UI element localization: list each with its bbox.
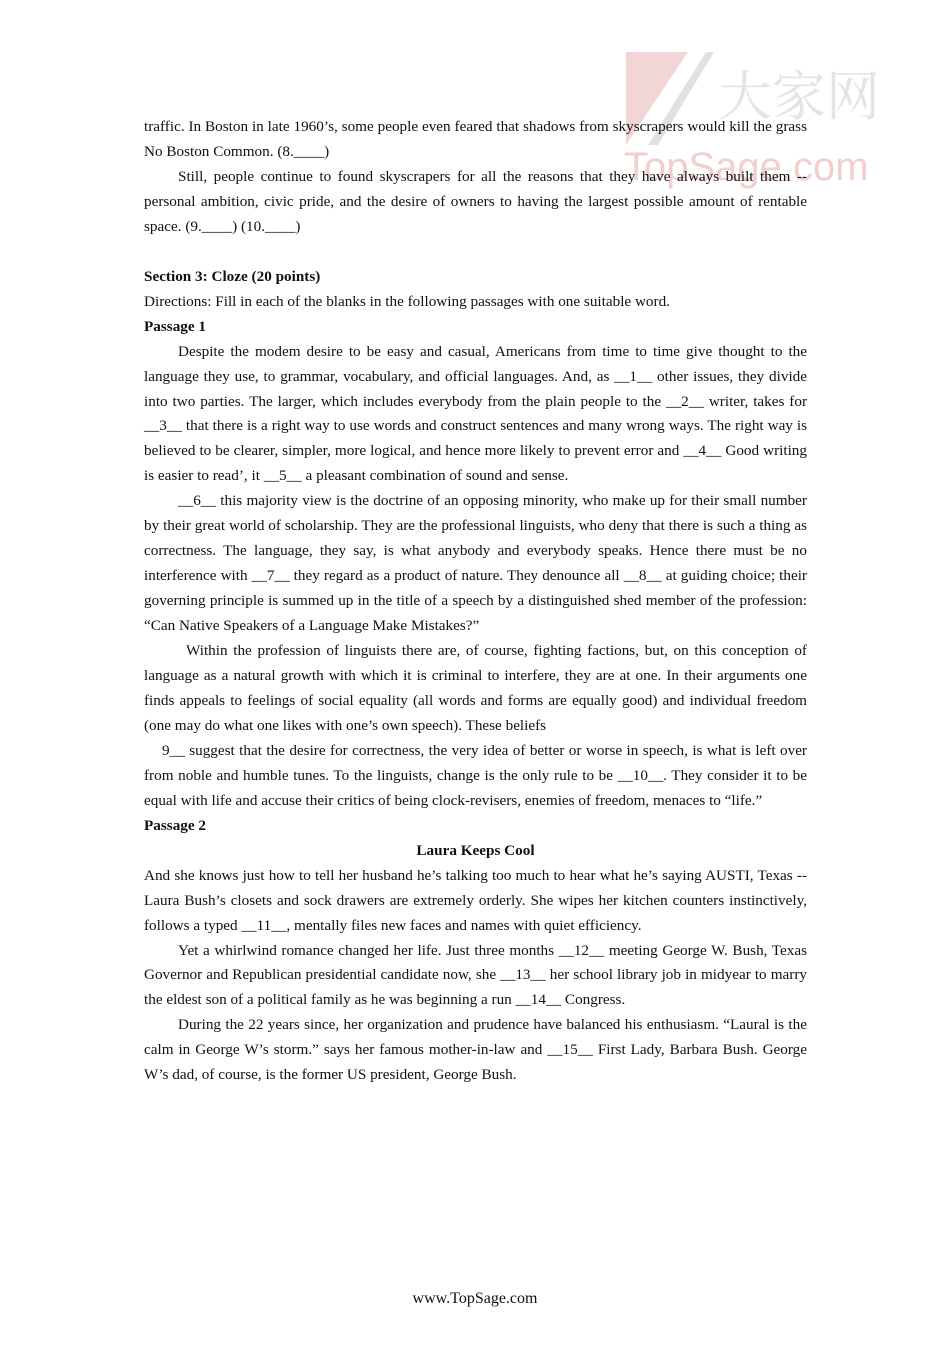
paragraph-skyscrapers: Still, people continue to found skyscrapers for all the reasons that they have always built them -- personal ambition, civic pride, and the desire of owners to having the largest possible amount of rentable space. (9.____) (10.____) xyxy=(144,167,807,235)
passage2-paragraph-1: And she knows just how to tell her husband he’s talking too much to hear what he’s saying AUSTI, Texas -- Laura Bush’s closets and sock drawers are extremely orderly. She wipes her kitchen counters instinctively, follows a typed __11__, mentally files new faces and names with quiet efficiency. xyxy=(144,866,807,934)
document-body xyxy=(144,115,807,1088)
passage1-heading: Passage 1 xyxy=(144,317,207,335)
passage1-paragraph-1: Despite the modem desire to be easy and casual, Americans from time to time give thought to the language they use, to grammar, vocabulary, and official languages. And, as __1__ other issues, they divide into two parties. The larger, which includes everybody from the plain people to the __2__ writer, takes for __3__ that there is a right way to use words and construct sentences and many wrong ways. The right way is believed to be clearer, simpler, more logical, and hence more likely to prevent error and __4__ Good writing is easier to read’, it __5__ a pleasant combination of sound and sense. xyxy=(144,342,807,485)
watermark-brand-cn: 大家网 xyxy=(718,65,880,128)
spacer xyxy=(144,240,807,265)
passage2-heading: Passage 2 xyxy=(144,816,207,834)
passage2-paragraph-2: Yet a whirlwind romance changed her life. Just three months __12__ meeting George W. Bush, Texas Governor and Republican presidential candidate now, she __13__ her school library job in midyear to marry the eldest son of a political family as he was beginning a run __14__ Congress. xyxy=(144,941,807,1009)
passage2-paragraph-3: During the 22 years since, her organization and prudence have balanced his enthusiasm. “Laural is the calm in George W’s storm.” says her famous mother-in-law and __15__ First Lady, Barbara Bush. George W’s dad, of course, is the former US president, George Bush. xyxy=(144,1016,807,1084)
passage1-paragraph-4: 9__ suggest that the desire for correctness, the very idea of better or worse in speech, is what is left over from noble and humble tunes. To the linguists, change is the only rule to be __10__. They consider it to be equal with life and accuse their critics of being clock-revisers, enemies of freedom, menaces to “life.” xyxy=(144,741,807,809)
passage2-title: Laura Keeps Cool xyxy=(416,841,535,859)
paragraph-continuation: traffic. In Boston in late 1960’s, some people even feared that shadows from skyscrapers would kill the grass No Boston Common. (8.____) xyxy=(144,118,807,160)
footer-url: www.TopSage.com xyxy=(412,1290,538,1307)
passage1-paragraph-2: __6__ this majority view is the doctrine of an opposing minority, who make up for their small number by their great world of scholarship. They are the professional linguists, who deny that there is such a thing as correctness. The language, they say, is what anybody and everybody speaks. Hence there must be no interference with __7__ they regard as a product of nature. They denounce all __8__ at guiding choice; their governing principle is summed up in the title of a speech by a distinguished shed member of the profession: “Can Native Speakers of a Language Make Mistakes?” xyxy=(144,492,807,635)
section-title: Section 3: Cloze (20 points) xyxy=(144,267,321,285)
passage1-paragraph-3: Within the profession of linguists there are, of course, fighting factions, but, on this conception of language as a natural growth with which it is criminal to interfere, they are at one. In their arguments one finds appeals to feelings of social equality (all words and forms are equally good) and individual freedom (one may do what one likes with one’s own speech). These beliefs xyxy=(144,642,807,734)
section-directions: Directions: Fill in each of the blanks in the following passages with one suitable word. xyxy=(144,292,670,310)
watermark-brand-en: TopSage.com xyxy=(624,145,869,189)
